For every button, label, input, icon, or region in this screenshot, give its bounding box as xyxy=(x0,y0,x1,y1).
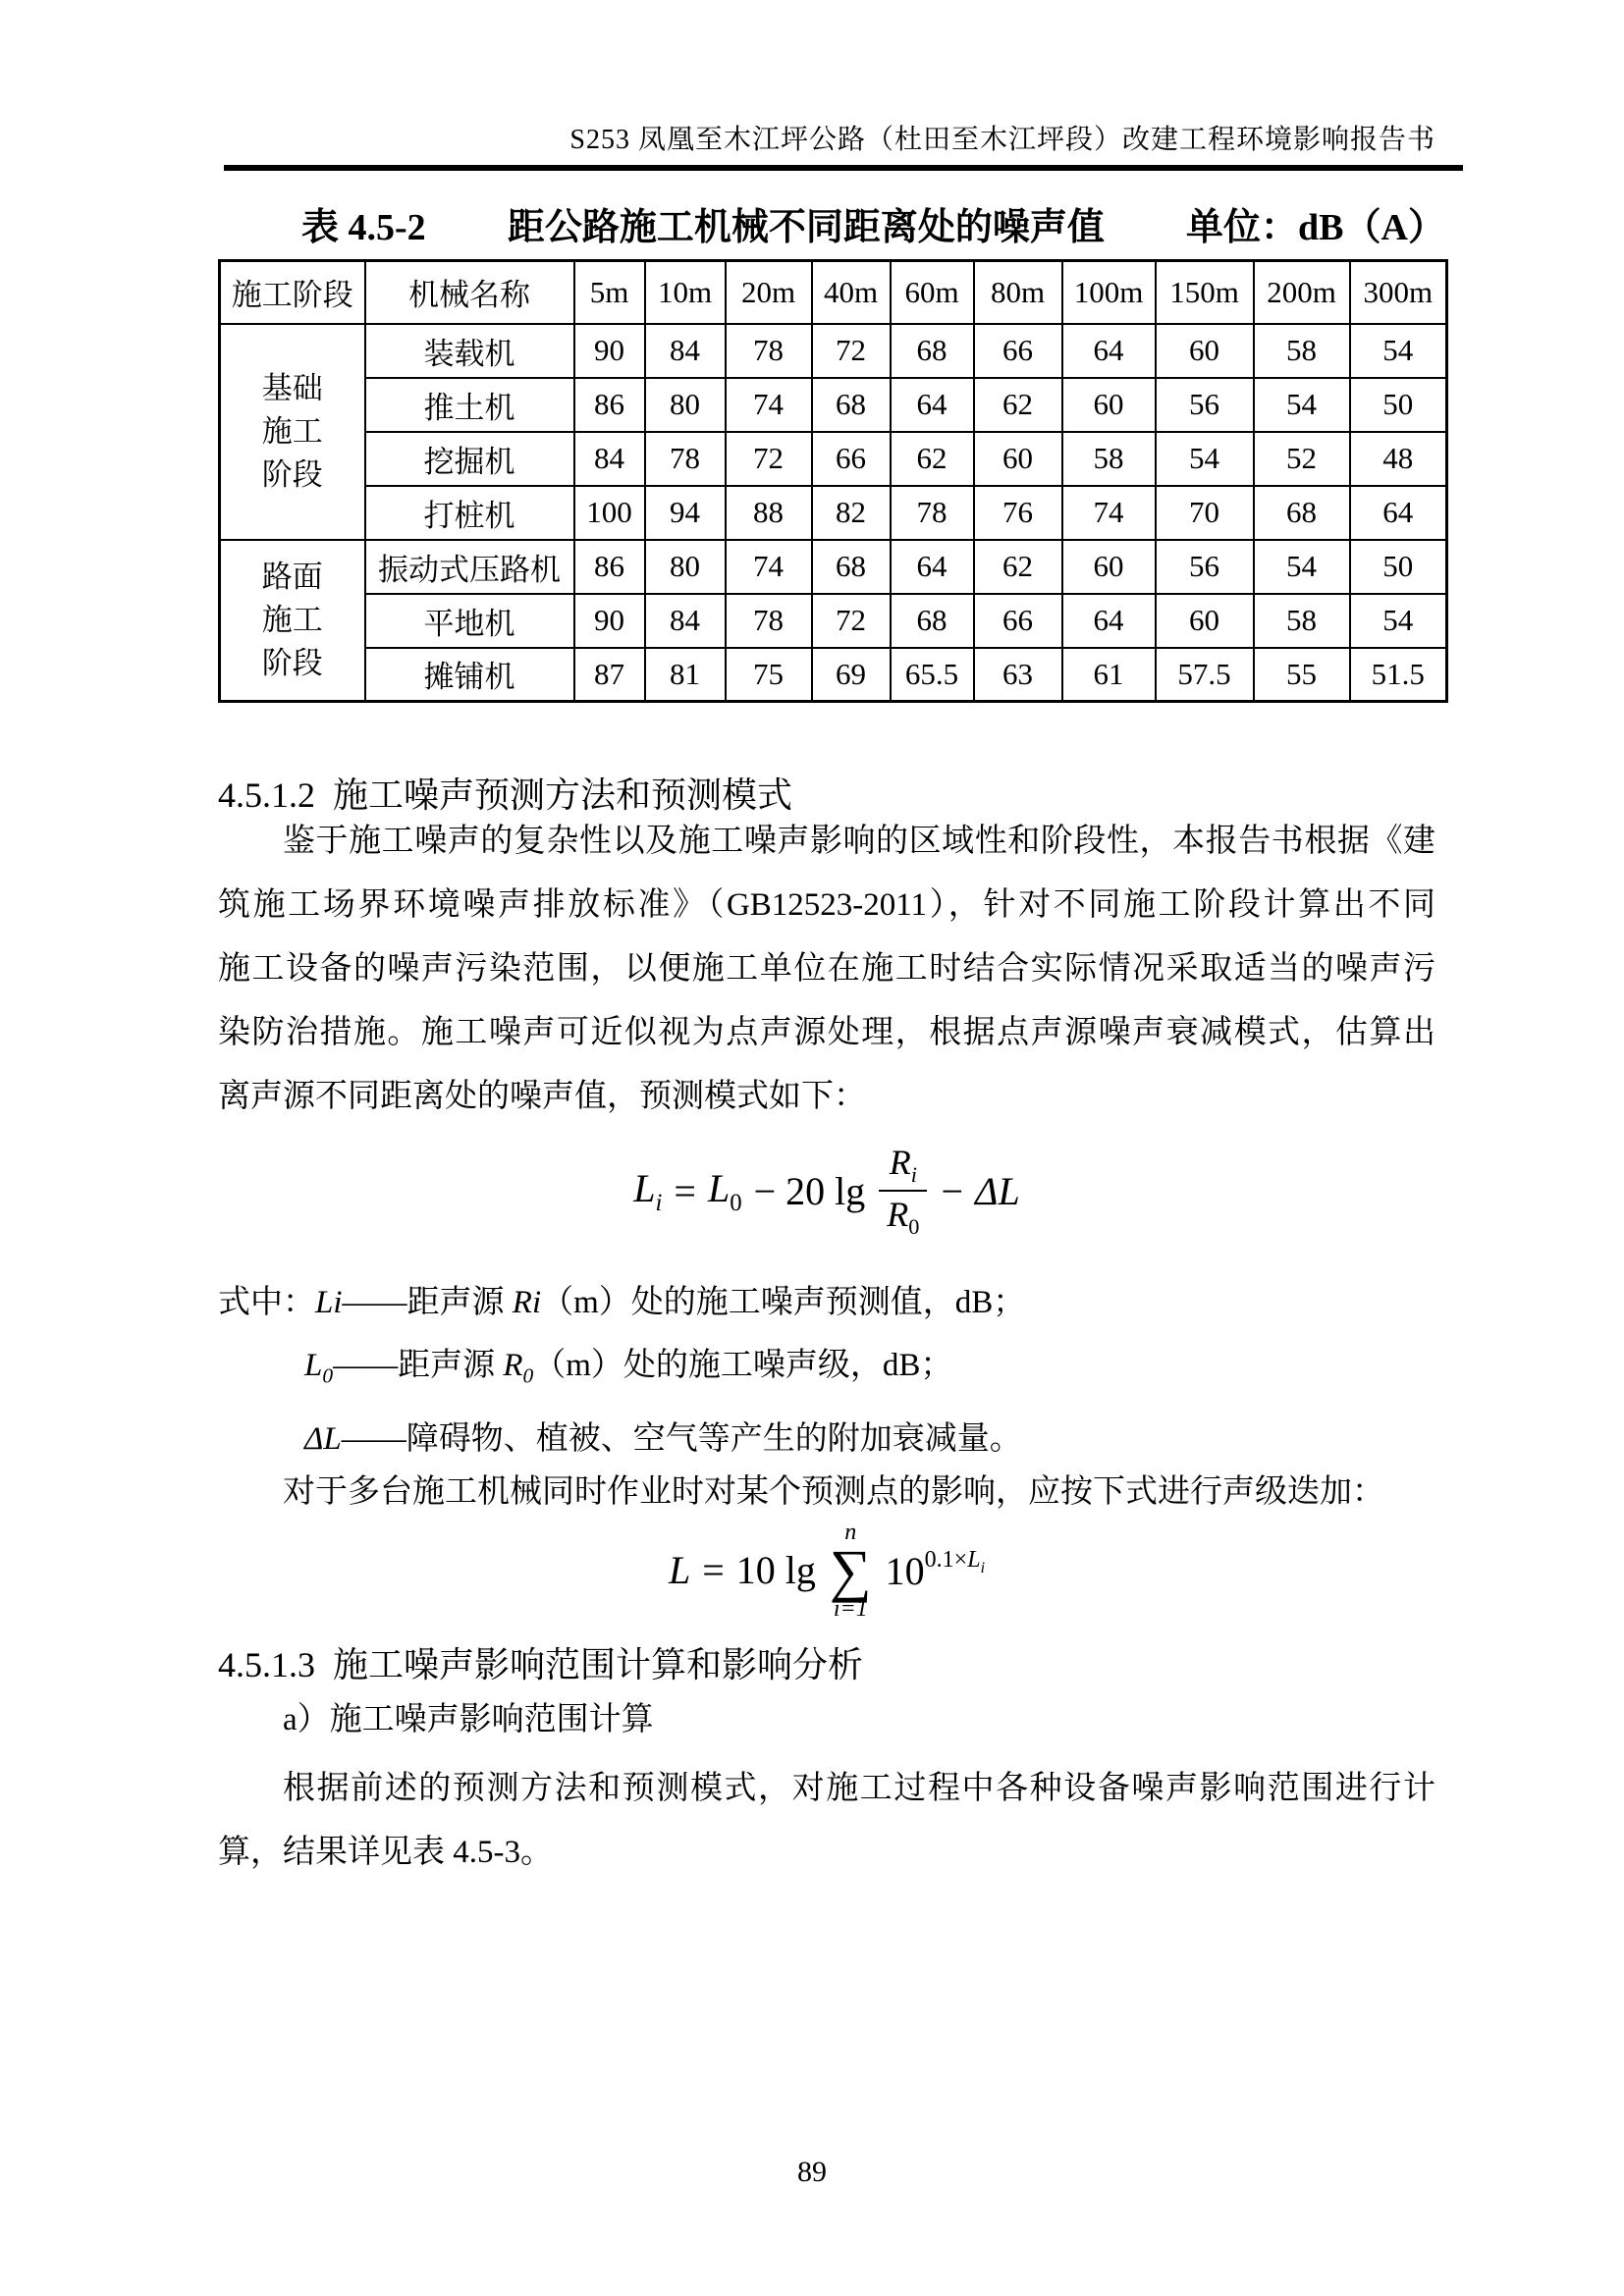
noise-value-cell: 62 xyxy=(891,432,974,486)
machine-name-cell: 装载机 xyxy=(365,324,574,378)
where-sub: 0 xyxy=(322,1363,334,1388)
where-sub: 0 xyxy=(522,1363,534,1388)
where-text: ——障碍物、植被、空气等产生的附加衰减量。 xyxy=(341,1420,1022,1457)
noise-value-cell: 86 xyxy=(574,540,645,594)
exp-sub: i xyxy=(980,1559,986,1576)
paragraph-line: 染防治措施。施工噪声可近似视为点声源处理，根据点声源噪声衰减模式，估算出 xyxy=(218,1015,1435,1050)
noise-value-cell: 72 xyxy=(726,432,812,486)
noise-value-cell: 58 xyxy=(1062,432,1156,486)
noise-value-cell: 84 xyxy=(574,432,645,486)
noise-value-cell: 55 xyxy=(1254,648,1350,702)
col-header-machine: 机械名称 xyxy=(365,261,574,324)
table-row xyxy=(220,432,1447,486)
paragraph-1 xyxy=(218,810,1435,1129)
machine-name-cell: 摊铺机 xyxy=(365,648,574,702)
noise-value-cell: 64 xyxy=(1062,594,1156,648)
noise-value-cell: 76 xyxy=(974,486,1062,540)
running-header-title: S253 凤凰至木江坪公路（杜田至木江坪段）改建工程环境影响报告书 xyxy=(569,125,1435,155)
noise-value-cell: 51.5 xyxy=(1350,648,1447,702)
noise-value-cell: 62 xyxy=(974,378,1062,432)
noise-value-cell: 64 xyxy=(1062,324,1156,378)
where-symbol: L xyxy=(304,1348,323,1383)
table-caption xyxy=(218,196,1445,250)
noise-value-cell: 72 xyxy=(812,324,891,378)
formula-var: L xyxy=(707,1165,731,1210)
noise-value-cell: 84 xyxy=(645,324,726,378)
paragraph-line: 鉴于施工噪声的复杂性以及施工噪声影响的区域性和阶段性，本报告书根据《建 xyxy=(283,824,1435,859)
noise-value-cell: 74 xyxy=(726,540,812,594)
noise-value-cell: 60 xyxy=(1156,594,1254,648)
noise-value-cell: 54 xyxy=(1156,432,1254,486)
paragraph-line: 筑施工场界环境噪声排放标准》（GB12523-2011），针对不同施工阶段计算出不同 xyxy=(218,887,1435,923)
formula-exponent xyxy=(924,1546,986,1576)
noise-value-cell: 94 xyxy=(645,486,726,540)
col-header-20m: 20m xyxy=(726,261,812,324)
col-header-100m: 100m xyxy=(1062,261,1156,324)
noise-value-cell: 70 xyxy=(1156,486,1254,540)
table-row xyxy=(220,540,1447,594)
noise-value-cell: 78 xyxy=(891,486,974,540)
noise-value-cell: 66 xyxy=(974,594,1062,648)
where-line-li xyxy=(218,1271,1435,1334)
formula-sub: 0 xyxy=(908,1214,920,1240)
where-symbol: Ri xyxy=(512,1285,542,1320)
machine-name-cell: 推土机 xyxy=(365,378,574,432)
where-text: ——距声源 xyxy=(342,1285,513,1320)
section-heading-4512: 4.5.1.2 施工噪声预测方法和预测模式 xyxy=(218,775,793,815)
noise-value-cell: 72 xyxy=(812,594,891,648)
paragraph-line: 算，结果详见表 4.5-3。 xyxy=(218,1835,553,1870)
machine-name-cell: 振动式压路机 xyxy=(365,540,574,594)
noise-value-cell: 100 xyxy=(574,486,645,540)
noise-value-cell: 64 xyxy=(891,378,974,432)
noise-value-cell: 68 xyxy=(812,540,891,594)
noise-value-cell: 64 xyxy=(1350,486,1447,540)
formula-point-source-attenuation xyxy=(218,1137,1435,1245)
noise-value-cell: 60 xyxy=(1062,540,1156,594)
formula-var: ΔL xyxy=(975,1168,1020,1213)
noise-value-cell: 54 xyxy=(1350,594,1447,648)
noise-value-cell: 50 xyxy=(1350,378,1447,432)
formula-level-superposition xyxy=(218,1514,1435,1627)
where-definitions xyxy=(218,1271,1435,1470)
table-row xyxy=(220,486,1447,540)
formula-var: L xyxy=(668,1548,691,1592)
where-text: ——距声源 xyxy=(333,1348,504,1383)
noise-value-cell: 64 xyxy=(891,540,974,594)
noise-value-cell: 87 xyxy=(574,648,645,702)
sum-upper-limit: n xyxy=(844,1519,857,1545)
noise-value-cell: 52 xyxy=(1254,432,1350,486)
noise-value-cell: 68 xyxy=(891,324,974,378)
formula-var: R xyxy=(887,1195,909,1234)
where-symbol: Li xyxy=(315,1285,343,1320)
formula-sub: i xyxy=(910,1162,917,1187)
noise-value-cell: 66 xyxy=(974,324,1062,378)
formula-equals: = xyxy=(674,1168,696,1213)
noise-value-cell: 68 xyxy=(891,594,974,648)
machine-name-cell: 挖掘机 xyxy=(365,432,574,486)
noise-table-body xyxy=(220,324,1447,702)
page-number: 89 xyxy=(797,2156,827,2188)
table-caption-title: 距公路施工机械不同距离处的噪声值 xyxy=(507,207,1105,248)
stage-cell: 路面 施工 阶段 xyxy=(220,540,365,702)
noise-value-cell: 68 xyxy=(812,378,891,432)
table-caption-label: 表 4.5-2 xyxy=(301,207,426,248)
noise-value-cell: 80 xyxy=(645,378,726,432)
noise-value-cell: 56 xyxy=(1156,540,1254,594)
machine-name-cell: 平地机 xyxy=(365,594,574,648)
table-header-row xyxy=(220,261,1447,324)
noise-value-cell: 90 xyxy=(574,594,645,648)
table-header xyxy=(220,261,1447,324)
noise-value-cell: 54 xyxy=(1254,378,1350,432)
paragraph-line: 离声源不同距离处的噪声值，预测模式如下： xyxy=(218,1079,866,1114)
table-row xyxy=(220,648,1447,702)
exp-var: L xyxy=(967,1546,981,1573)
where-text: （m）处的施工噪声级，dB； xyxy=(533,1348,953,1383)
noise-value-cell: 80 xyxy=(645,540,726,594)
where-symbol: R xyxy=(503,1348,523,1383)
formula-var: L xyxy=(633,1165,656,1210)
col-header-40m: 40m xyxy=(812,261,891,324)
where-text: （m）处的施工噪声预测值，dB； xyxy=(541,1285,1026,1320)
noise-value-cell: 54 xyxy=(1254,540,1350,594)
col-header-150m: 150m xyxy=(1156,261,1254,324)
noise-value-cell: 68 xyxy=(1254,486,1350,540)
noise-value-cell: 58 xyxy=(1254,324,1350,378)
col-header-10m: 10m xyxy=(645,261,726,324)
sigma-symbol: ∑ xyxy=(829,1537,872,1603)
col-header-200m: 200m xyxy=(1254,261,1350,324)
sum-lower-limit: i=1 xyxy=(833,1595,868,1622)
exp-coefficient: 0.1× xyxy=(924,1546,968,1573)
noise-value-cell: 54 xyxy=(1350,324,1447,378)
stage-cell: 基础 施工 阶段 xyxy=(220,324,365,540)
paragraph-line: 根据前述的预测方法和预测模式，对施工过程中各种设备噪声影响范围进行计 xyxy=(283,1771,1435,1806)
formula-operator: 10 lg xyxy=(735,1548,816,1592)
header-rule xyxy=(224,165,1463,171)
noise-value-cell: 62 xyxy=(974,540,1062,594)
noise-value-cell: 66 xyxy=(812,432,891,486)
formula-var: R xyxy=(889,1142,911,1182)
col-header-80m: 80m xyxy=(974,261,1062,324)
col-header-stage: 施工阶段 xyxy=(220,261,365,324)
noise-value-cell: 74 xyxy=(1062,486,1156,540)
section-heading-4513: 4.5.1.3 施工噪声影响范围计算和影响分析 xyxy=(218,1645,864,1684)
noise-levels-table xyxy=(218,259,1448,703)
paragraph-line: 施工设备的噪声污染范围，以便施工单位在施工时结合实际情况采取适当的噪声污 xyxy=(218,951,1435,987)
noise-value-cell: 60 xyxy=(974,432,1062,486)
noise-value-cell: 50 xyxy=(1350,540,1447,594)
noise-value-cell: 60 xyxy=(1062,378,1156,432)
noise-value-cell: 48 xyxy=(1350,432,1447,486)
where-line-l0 xyxy=(218,1334,1435,1408)
table-row xyxy=(220,378,1447,432)
noise-value-cell: 57.5 xyxy=(1156,648,1254,702)
formula-sub: 0 xyxy=(730,1189,742,1216)
noise-value-cell: 56 xyxy=(1156,378,1254,432)
noise-value-cell: 82 xyxy=(812,486,891,540)
noise-value-cell: 78 xyxy=(726,594,812,648)
noise-value-cell: 75 xyxy=(726,648,812,702)
noise-value-cell: 58 xyxy=(1254,594,1350,648)
formula-sub: i xyxy=(655,1189,663,1216)
noise-value-cell: 90 xyxy=(574,324,645,378)
paragraph-line: 对于多台施工机械同时作业时对某个预测点的影响，应按下式进行声级迭加： xyxy=(283,1474,1384,1510)
noise-value-cell: 81 xyxy=(645,648,726,702)
where-symbol: ΔL xyxy=(304,1420,342,1457)
formula-fraction xyxy=(879,1142,927,1240)
noise-value-cell: 61 xyxy=(1062,648,1156,702)
table-row xyxy=(220,324,1447,378)
formula-base: 10 xyxy=(885,1548,925,1593)
paragraph-line: a）施工噪声影响范围计算 xyxy=(283,1702,654,1737)
item-a xyxy=(218,1690,1435,1749)
where-lead: 式中： xyxy=(218,1285,315,1320)
col-header-60m: 60m xyxy=(891,261,974,324)
noise-value-cell: 88 xyxy=(726,486,812,540)
paragraph-3 xyxy=(218,1757,1435,1885)
machine-name-cell: 打桩机 xyxy=(365,486,574,540)
noise-value-cell: 74 xyxy=(726,378,812,432)
noise-value-cell: 86 xyxy=(574,378,645,432)
formula-equals: = xyxy=(702,1548,725,1592)
col-header-300m: 300m xyxy=(1350,261,1447,324)
noise-value-cell: 60 xyxy=(1156,324,1254,378)
col-header-5m: 5m xyxy=(574,261,645,324)
table-caption-unit: 单位：dB（A） xyxy=(1186,207,1445,248)
noise-value-cell: 63 xyxy=(974,648,1062,702)
formula-operator: − 20 lg xyxy=(753,1168,866,1213)
table-row xyxy=(220,594,1447,648)
noise-value-cell: 78 xyxy=(726,324,812,378)
noise-value-cell: 78 xyxy=(645,432,726,486)
noise-value-cell: 65.5 xyxy=(891,648,974,702)
noise-value-cell: 84 xyxy=(645,594,726,648)
formula-summation xyxy=(830,1521,872,1621)
noise-value-cell: 69 xyxy=(812,648,891,702)
formula-operator: − xyxy=(941,1168,963,1213)
